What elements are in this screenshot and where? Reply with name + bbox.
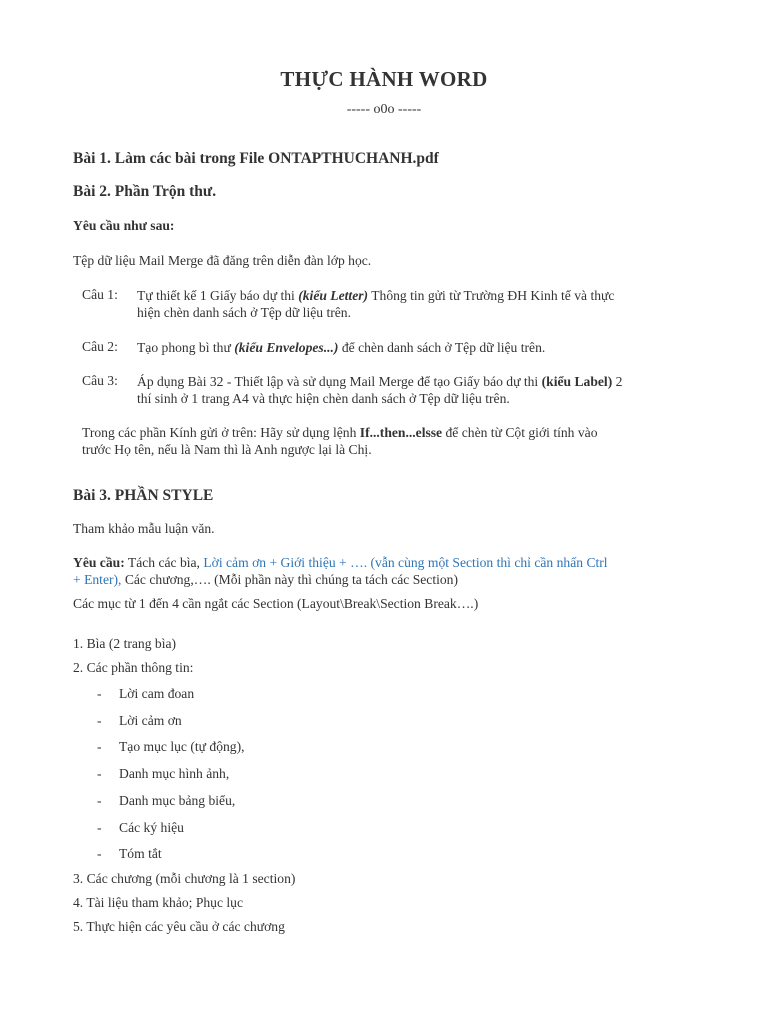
question-text-post: Thông tin gửi từ Trường ĐH Kinh tế và thực bbox=[368, 288, 615, 303]
bullet-dash: - bbox=[97, 686, 102, 701]
question-text bbox=[137, 373, 697, 407]
instruction-text-post: để chèn từ Cột giới tính vào bbox=[442, 425, 598, 440]
bullet-text: Tạo mục lục (tự động), bbox=[119, 739, 245, 754]
yeu-cau-part1: Tách các bìa, bbox=[124, 555, 204, 570]
bullet-dash: - bbox=[97, 739, 102, 754]
cac-muc-text: Các mục từ 1 đến 4 cần ngắt các Section (Layout\Break\Section Break….) bbox=[73, 596, 479, 611]
list-item-5: 5. Thực hiện các yêu cầu ở các chương bbox=[73, 919, 285, 934]
bullet-text: Danh mục bảng biểu, bbox=[119, 793, 236, 808]
yeu-cau-label: Yêu cầu: bbox=[73, 555, 125, 570]
list-item-3: 3. Các chương (mỗi chương là 1 section) bbox=[73, 871, 296, 886]
bullet-text: Các ký hiệu bbox=[119, 820, 184, 835]
question-emphasis: (kiểu Envelopes...) bbox=[234, 340, 339, 355]
list-item-1: 1. Bìa (2 trang bìa) bbox=[73, 636, 177, 651]
question-text-line2: hiện chèn danh sách ở Tệp dữ liệu trên. bbox=[137, 305, 351, 320]
yeu-cau-blue-line2: + Enter), bbox=[73, 572, 122, 587]
subtitle-separator: ----- o0o ----- bbox=[346, 102, 422, 117]
question-text-pre: Áp dụng Bài 32 - Thiết lập và sử dụng Mail Merge để tạo Giấy báo dự thi bbox=[137, 374, 542, 389]
question-text-line2: thí sinh ở 1 trang A4 và thực hiện chèn danh sách ở Tệp dữ liệu trên. bbox=[137, 391, 510, 406]
question-text-post: 2 bbox=[612, 374, 623, 389]
bullet-text: Danh mục hình ảnh, bbox=[119, 766, 230, 781]
instruction-emphasis: If...then...elsse bbox=[359, 425, 443, 440]
tep-du-lieu-text: Tệp dữ liệu Mail Merge đã đăng trên diễn đàn lớp học. bbox=[73, 253, 372, 268]
bullet-dash: - bbox=[97, 846, 102, 861]
question-label: Câu 3: bbox=[82, 373, 118, 388]
bullet-text: Lời cam đoan bbox=[119, 686, 195, 701]
question-emphasis: (kiểu Letter) bbox=[298, 288, 369, 303]
tham-khao-text: Tham khảo mẫu luận văn. bbox=[73, 521, 215, 536]
instruction-text-pre: Trong các phần Kính gửi ở trên: Hãy sử dụng lệnh bbox=[82, 425, 360, 440]
bullet-dash: - bbox=[97, 820, 102, 835]
bullet-dash: - bbox=[97, 793, 102, 808]
bai1-heading: Bài 1. Làm các bài trong File ONTAPTHUCHANH.pdf bbox=[73, 150, 439, 167]
question-emphasis: (kiểu Label) bbox=[541, 374, 613, 389]
question-text-pre: Tạo phong bì thư bbox=[137, 340, 235, 355]
question-label: Câu 2: bbox=[82, 339, 118, 354]
question-text bbox=[137, 339, 697, 356]
instruction-text-line2: trước Họ tên, nếu là Nam thì là Anh ngược lại là Chị. bbox=[82, 442, 372, 457]
bullet-dash: - bbox=[97, 766, 102, 781]
yeu-cau-style bbox=[73, 554, 608, 588]
yeu-cau-heading: Yêu cầu như sau: bbox=[73, 218, 175, 233]
yeu-cau-blue-text: Lời cảm ơn + Giới thiệu + …. (vẫn cùng một Section thì chỉ cần nhấn Ctrl bbox=[203, 555, 608, 570]
question-text-post: để chèn danh sách ở Tệp dữ liệu trên. bbox=[338, 340, 546, 355]
list-item-4: 4. Tài liệu tham khảo; Phục lục bbox=[73, 895, 244, 910]
page-title: THỰC HÀNH WORD bbox=[280, 67, 488, 91]
bai2-heading: Bài 2. Phần Trộn thư. bbox=[73, 183, 217, 200]
if-then-else-instruction bbox=[82, 424, 598, 458]
question-label: Câu 1: bbox=[82, 287, 118, 302]
yeu-cau-line2: Các chương,…. (Mỗi phần này thì chúng ta tách các Section) bbox=[121, 572, 458, 587]
question-text bbox=[137, 287, 697, 321]
bai3-heading: Bài 3. PHẦN STYLE bbox=[73, 487, 214, 504]
question-text-pre: Tự thiết kế 1 Giấy báo dự thi bbox=[137, 288, 299, 303]
bullet-text: Lời cảm ơn bbox=[119, 713, 182, 728]
bullet-text: Tóm tắt bbox=[119, 846, 162, 861]
bullet-dash: - bbox=[97, 713, 102, 728]
list-item-2: 2. Các phần thông tin: bbox=[73, 660, 194, 675]
